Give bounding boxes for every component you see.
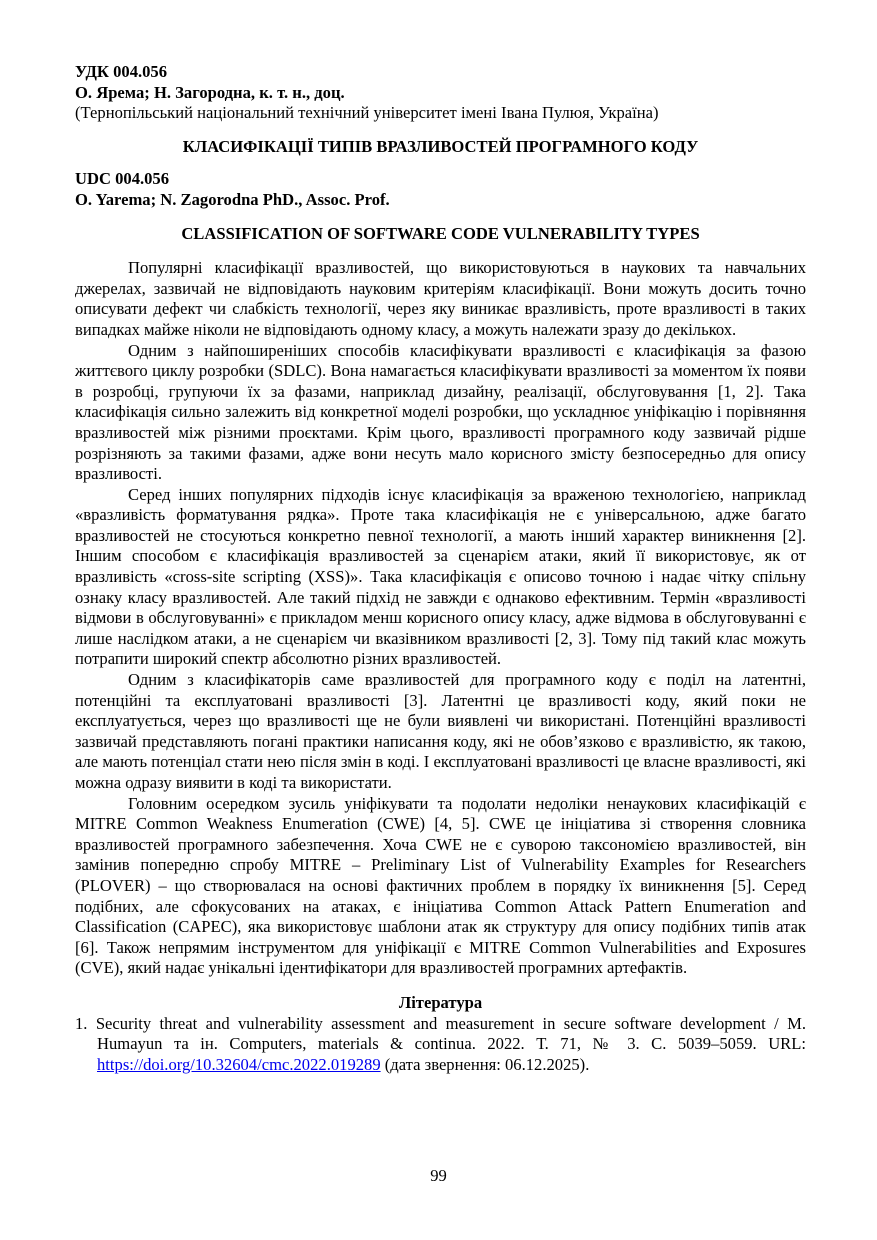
- reference-doi-link[interactable]: https://doi.org/10.32604/cmc.2022.019289: [97, 1054, 381, 1074]
- body-paragraph-1: Популярні класифікації вразливостей, що використовуються в наукових та навчальних джерелах, зазвичай не відповідають науковим критеріям класифікації. Вони можуть досить точно описувати дефект чи слабкість технології, через яку виникає вразливість, проте вразливості в таких випадках майже ніколи не відповідають одному класу, а можуть належати зразу до декількох.: [75, 258, 806, 339]
- body-paragraph-2: Одним з найпоширеніших способів класифікувати вразливості є класифікація за фазою життєвого циклу розробки (SDLC). Вона намагається класифікувати вразливості за моментом їх появи в розробці, групуючи їх за фазами, наприклад дизайну, реалізації, обслуговування [1, 2]. Така класифікація сильно залежить від конкретної моделі розробки, що ускладнює уніфікацію і порівняння вразливостей між різними проєктами. Крім цього, вразливості програмного коду зазвичай рідше розрізняють за такими фазами, адже вони несуть мало корисного змісту безпосередньо для опису вразливості.: [75, 340, 806, 484]
- reference-text: 1. Security threat and vulnerability assessment and measurement in secure software development / M. Humayun та ін. Computers, materials & continua. 2022. Т. 71, № 3. С. 5039–5059. URL:: [75, 1013, 806, 1054]
- title-en: CLASSIFICATION OF SOFTWARE CODE VULNERABILITY TYPES: [181, 223, 700, 243]
- reference-item-1: [75, 1014, 806, 1076]
- body-paragraph-3: Серед інших популярних підходів існує класифікація за враженою технологією, наприклад «вразливість форматування рядка». Проте така класифікація не є універсальною, адже багато вразливостей не стосуються конкретно певної технології, а мають інший характер виникнення [2]. Іншим способом є класифікація вразливостей за сценарієм атаки, який її використовує, як от вразливість «cross-site scripting (XSS)». Така класифікація є описово точною і надає чітку спільну ознаку класу вразливостей. Але такий підхід не завжди є однаково ефективним. Термін «вразливості відмови в обслуговуванні» є прикладом менш корисного опису класу, адже відмова в обслуговуванні є лише наслідком атаки, а не сценарієм чи вказівником вразливості [2, 3]. Тому під такий клас можуть потрапити широкий спектр абсолютно різних вразливостей.: [75, 484, 806, 669]
- body-paragraph-4: Одним з класифікаторів саме вразливостей для програмного коду є поділ на латентні, потенційні та експлуатовані вразливості [3]. Латентні це вразливості коду, який поки не експлуатується, через що вразливості ще не були виявлені чи використані. Потенційні вразливості зазвичай представляють погані практики написання коду, які не обов’язково є вразливістю, як такою, але мають потенціал стати нею після змін в коді. І експлуатовані вразливості це власне вразливості, які можна одразу виявити в коді та використати.: [75, 670, 806, 792]
- title-ua: КЛАСИФІКАЦІЇ ТИПІВ ВРАЗЛИВОСТЕЙ ПРОГРАМНОГО КОДУ: [182, 136, 699, 156]
- udc-ua: УДК 004.056: [75, 62, 168, 81]
- udc-en: UDC 004.056: [75, 169, 170, 189]
- authors-en: O. Yarema; N. Zagorodna PhD., Assoc. Prof.: [75, 189, 390, 209]
- affiliation-ua: (Тернопільський національний технічний університет імені Івана Пулюя, Україна): [75, 103, 659, 123]
- reference-access-date: (дата звернення: 06.12.2025).: [380, 1054, 590, 1074]
- authors-ua: О. Ярема; Н. Загородна, к. т. н., доц.: [75, 82, 345, 102]
- paper-page: [75, 62, 806, 1075]
- references-heading: Література: [398, 992, 483, 1012]
- body-paragraph-5: Головним осередком зусиль уніфікувати та подолати недоліки ненаукових класифікацій є MITRE Common Weakness Enumeration (CWE) [4, 5]. CWE це ініціатива зі створення словника вразливостей програмного забезпечення. Хоча CWE не є суворою таксономією вразливостей, він замінив попередню спробу MITRE – Preliminary List of Vulnerability Examples for Researchers (PLOVER) – що створювалася на основі фактичних проблем в порядку їх виникнення [5]. Серед подібних, але сфокусованих на атаках, є ініціатива Common Attack Pattern Enumeration and Classification (CAPEC), яка використовує шаблони атак як структуру для опису подібних типів атак [6]. Також непрямим інструментом для уніфікації є MITRE Common Vulnerabilities and Exposures (CVE), який надає унікальні ідентифікатори для вразливостей програмних артефактів.: [75, 793, 806, 978]
- page-number: 99: [430, 1166, 447, 1185]
